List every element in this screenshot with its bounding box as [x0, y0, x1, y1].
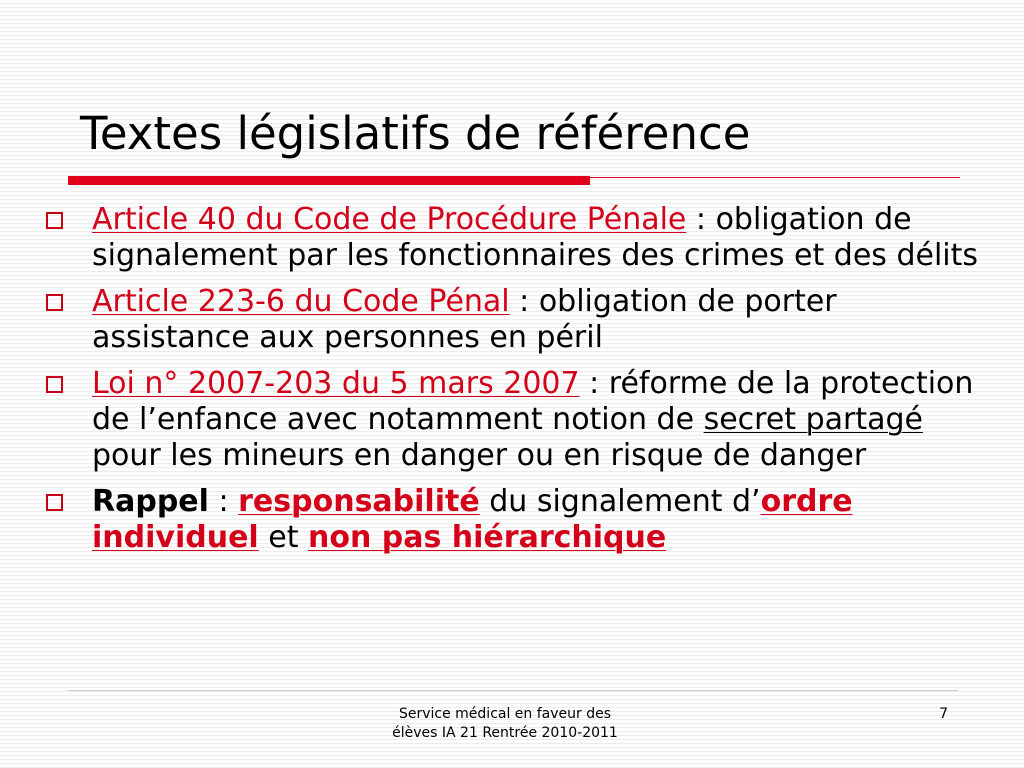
bullet-loi-2007-203	[44, 366, 994, 474]
rappel-label: Rappel	[92, 484, 209, 519]
secret-partage-text: secret partagé	[703, 402, 924, 437]
bullet-text: : réforme de la protection de l’enfance avec notamment notion de	[92, 366, 974, 437]
bullet-text: : obligation de porter assistance aux personnes en péril	[92, 284, 837, 355]
slide-title: Textes législatifs de référence	[80, 107, 751, 160]
bullet-text: pour les mineurs en danger ou en risque de danger	[92, 438, 867, 473]
responsabilite-text: responsabilité	[238, 484, 480, 519]
bullet-text: et	[258, 520, 308, 555]
bullet-article-40	[44, 202, 994, 274]
page-number: 7	[939, 706, 948, 722]
square-bullet-icon	[46, 294, 63, 311]
square-bullet-icon	[46, 494, 63, 511]
bullet-text: :	[208, 484, 239, 519]
non-pas-hierarchique-text: non pas hiérarchique	[308, 520, 667, 555]
footer-text	[345, 705, 665, 743]
title-underline-rule	[590, 177, 960, 178]
link-loi-2007-203[interactable]: Loi n° 2007-203 du 5 mars 2007	[92, 366, 580, 401]
bullet-list	[44, 202, 994, 566]
square-bullet-icon	[46, 376, 63, 393]
link-article-40-cpp[interactable]: Article 40 du Code de Procédure Pénale	[92, 202, 687, 237]
bullet-article-223-6	[44, 284, 994, 356]
bullet-rappel	[44, 484, 994, 556]
footer-line-2: élèves IA 21 Rentrée 2010-2011	[392, 725, 618, 741]
bullet-text: du signalement d’	[479, 484, 761, 519]
ordre-individuel-text: ordre individuel	[92, 484, 853, 555]
title-underline-bar	[68, 176, 590, 185]
footer-divider	[68, 690, 958, 691]
link-article-223-6-cp[interactable]: Article 223-6 du Code Pénal	[92, 284, 510, 319]
footer-line-1: Service médical en faveur des	[398, 706, 612, 722]
bullet-text: : obligation de signalement par les fonctionnaires des crimes et des délits	[92, 202, 979, 273]
square-bullet-icon	[46, 212, 63, 229]
